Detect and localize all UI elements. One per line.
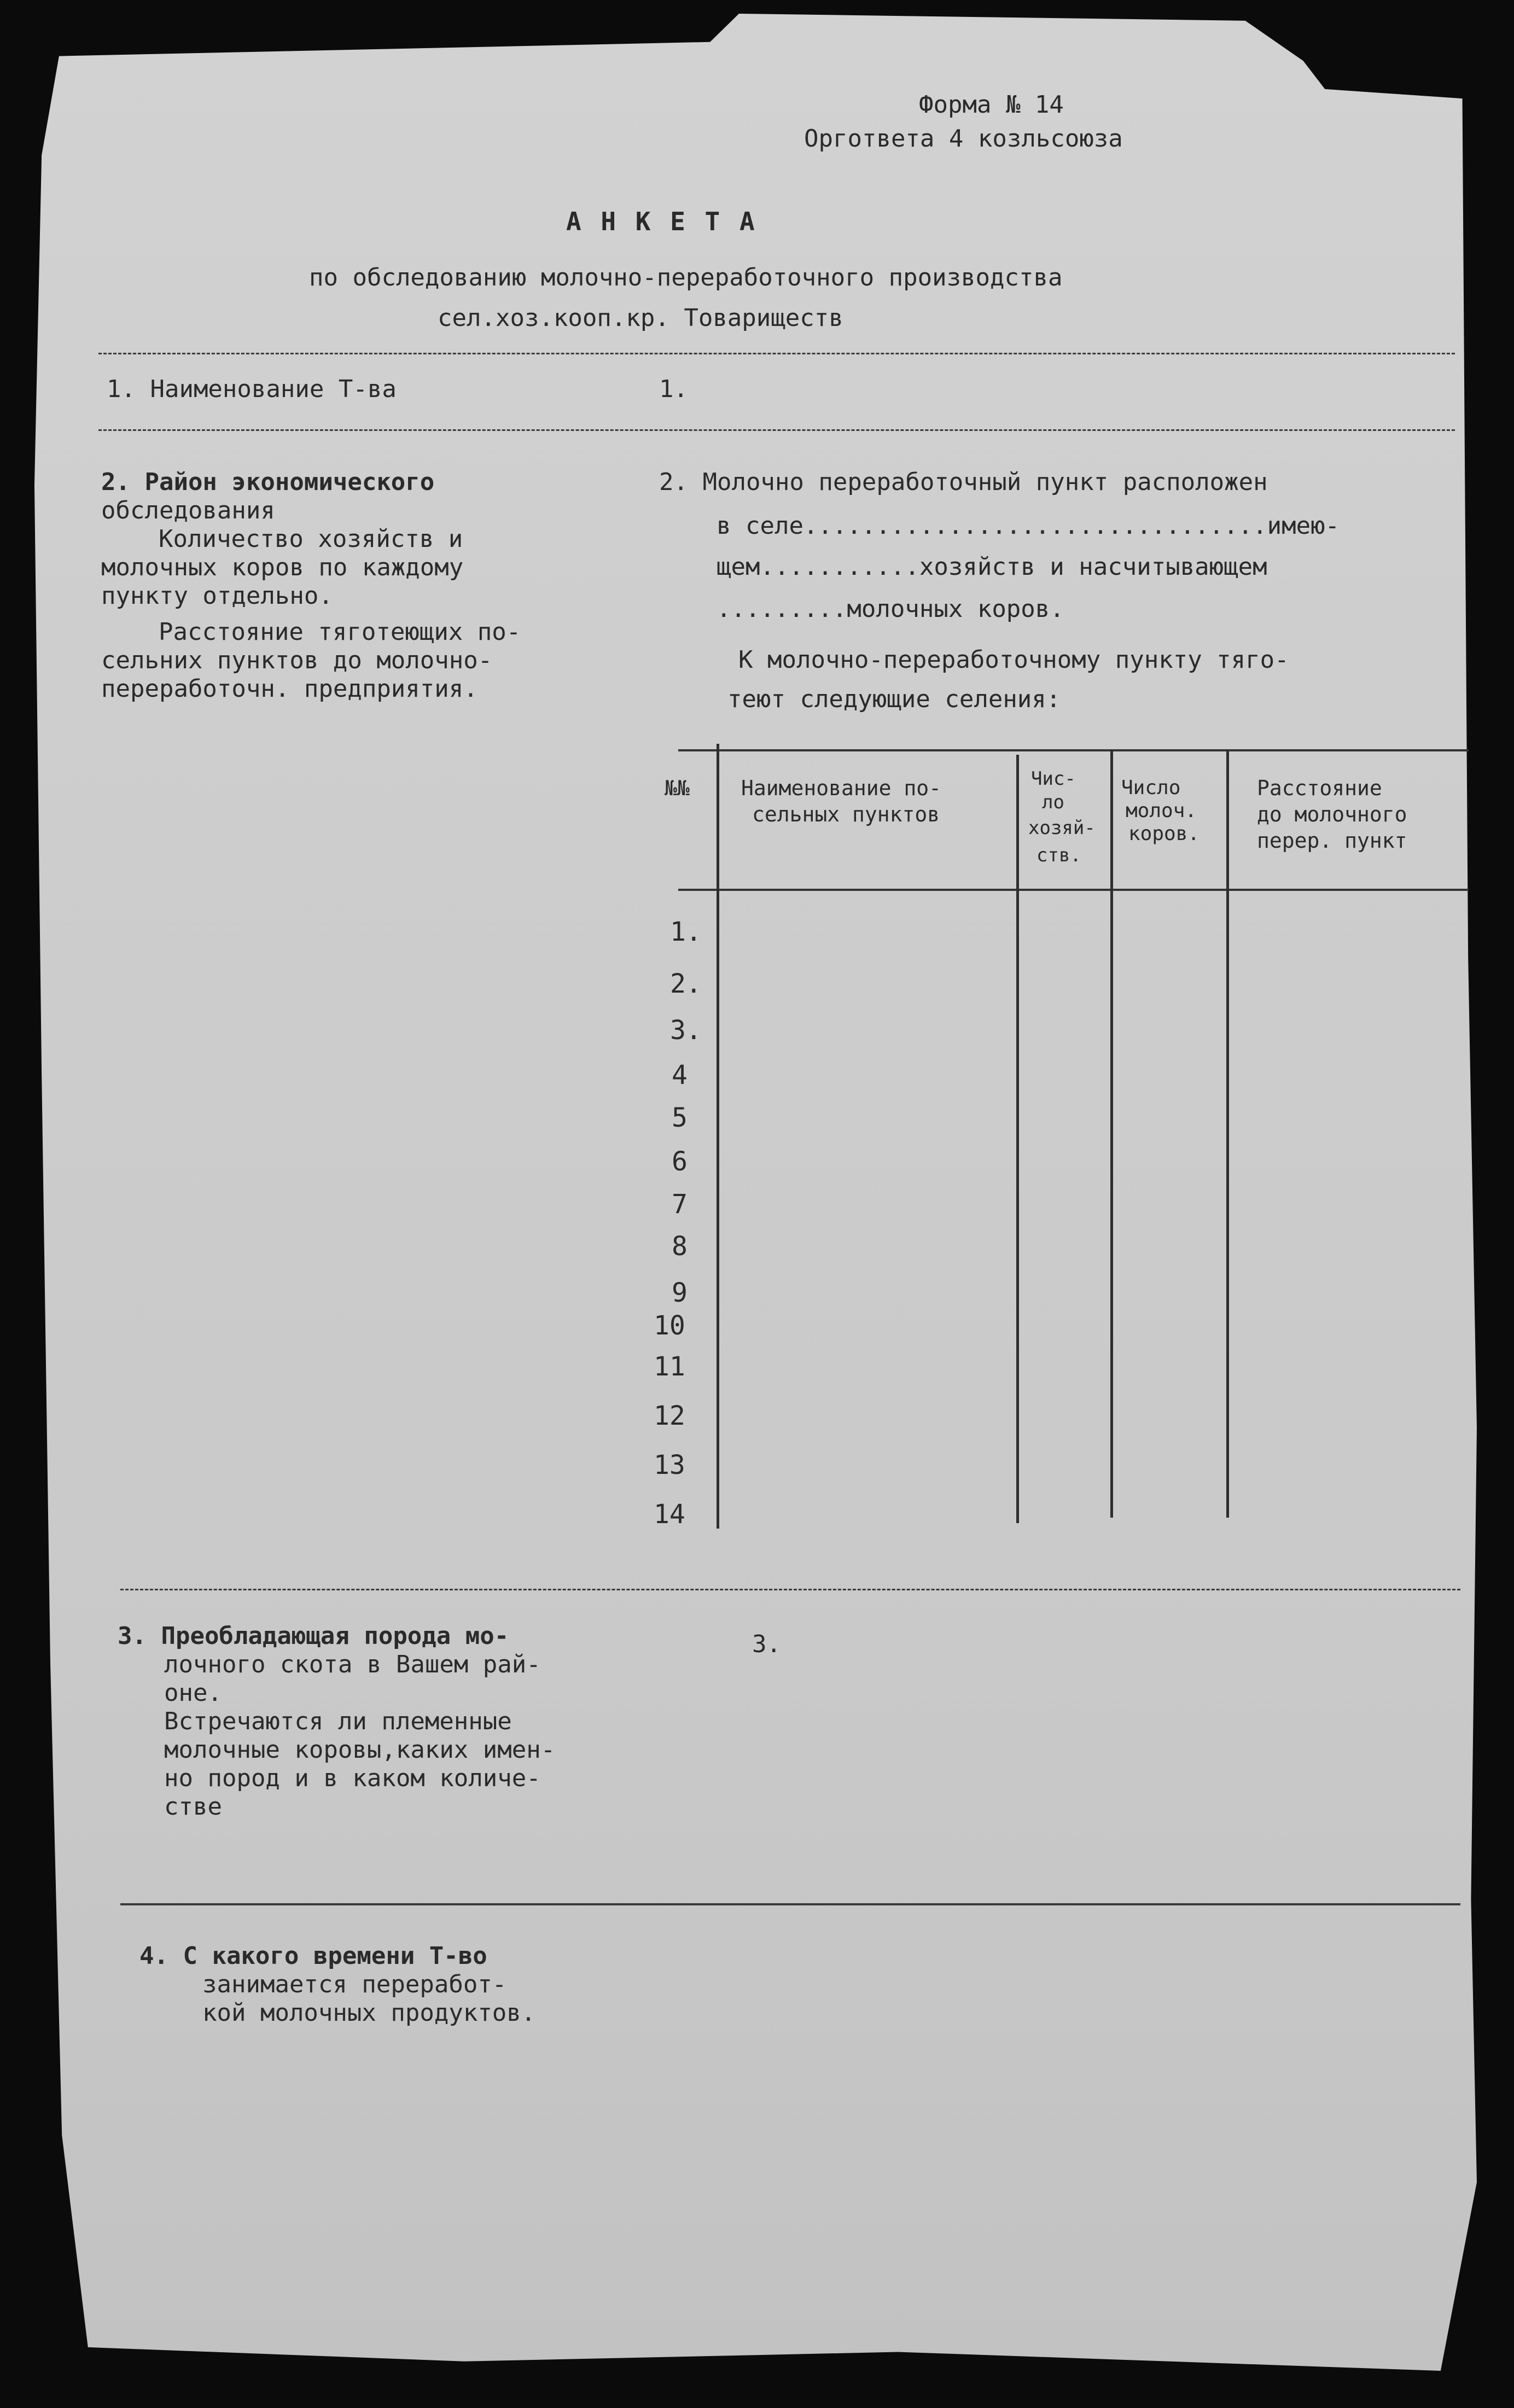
q1-answer: 1.	[659, 375, 688, 403]
table-header-border	[678, 889, 1469, 891]
col-header-distance: перер. пункт	[1257, 829, 1407, 853]
department-line: Оргответа 4 козльсоюза	[804, 125, 1123, 153]
col-header-distance: Расстояние	[1257, 776, 1382, 800]
table-row-number: 11	[654, 1351, 685, 1382]
q3-text-line: стве	[164, 1793, 222, 1821]
q2-text-line: переработочн. предприятия.	[101, 675, 478, 703]
q2-text-line: пункту отдельно.	[101, 582, 333, 610]
q4-text-line: занимается переработ-	[202, 1970, 507, 1998]
form-title: А Н К Е Т А	[566, 207, 757, 236]
q3-text-line: Встречаются ли племенные	[164, 1707, 512, 1735]
col-header-cows: молоч.	[1126, 800, 1197, 822]
table-row-number: 4	[672, 1060, 688, 1091]
q2-text-line: обследования	[101, 497, 275, 524]
q3-text-line: но пород и в каком количе-	[164, 1764, 541, 1792]
table-row-number: 13	[654, 1450, 685, 1480]
table-row-number: 6	[672, 1146, 688, 1177]
col-header-households: ств.	[1036, 844, 1081, 866]
divider-line	[120, 1589, 1460, 1590]
q2-answer-line: К молочно-переработочному пункту тяго-	[738, 646, 1289, 674]
q2-text-line: сельних пунктов до молочно-	[101, 646, 493, 674]
q3-text-line: лочного скота в Вашем рай-	[164, 1651, 541, 1678]
q2-answer-line: щем...........хозяйств и насчитывающем	[717, 553, 1267, 581]
table-row-number: 5	[672, 1103, 688, 1133]
col-header-cows: коров.	[1128, 823, 1200, 845]
divider-line	[98, 353, 1455, 354]
table-column-divider	[1226, 749, 1229, 1518]
form-subtitle-2: сел.хоз.кооп.кр. Товариществ	[438, 304, 843, 332]
table-row-number: 2.	[670, 969, 702, 999]
col-header-households: Чис-	[1031, 768, 1076, 790]
col-header-households: хозяй-	[1028, 817, 1096, 839]
col-header-cows: Число	[1121, 777, 1181, 799]
q1-label: 1. Наименование Т-ва	[107, 375, 397, 403]
divider-line	[98, 429, 1455, 431]
table-column-divider	[1110, 749, 1113, 1518]
table-column-divider	[717, 744, 719, 1529]
q2-text-line: Количество хозяйств и	[159, 525, 463, 553]
table-row-number: 7	[672, 1189, 688, 1220]
table-row-number: 10	[654, 1310, 685, 1341]
col-header-distance: до молочного	[1257, 802, 1407, 826]
q2-answer-line: в селе................................имею-	[717, 512, 1340, 540]
q4-label: 4. С какого времени Т-во	[139, 1942, 487, 1970]
q2-label: 2. Район экономического	[101, 468, 435, 496]
table-top-border	[678, 749, 1469, 751]
table-row-number: 14	[654, 1499, 685, 1530]
q2-answer-line: теют следующие селения:	[727, 685, 1061, 713]
col-header-households: ло	[1042, 791, 1064, 813]
q4-text-line: кой молочных продуктов.	[202, 1999, 536, 2027]
table-row-number: 8	[672, 1231, 688, 1262]
col-header-name: сельных пунктов	[752, 802, 940, 826]
q2-text-line: Расстояние тяготеющих по-	[159, 618, 521, 646]
q3-answer: 3.	[752, 1630, 781, 1658]
table-row-number: 1.	[670, 917, 702, 947]
table-row-number: 3.	[670, 1015, 702, 1046]
col-header-name: Наименование по-	[741, 776, 942, 800]
divider-line	[120, 1903, 1460, 1905]
q3-text-line: оне.	[164, 1679, 222, 1707]
q3-text-line: молочные коровы,каких имен-	[164, 1736, 556, 1764]
table-row-number: 12	[654, 1401, 685, 1431]
form-number: Форма № 14	[919, 91, 1064, 119]
q2-text-line: молочных коров по каждому	[101, 553, 464, 581]
q2-answer-line: .........молочных коров.	[717, 595, 1064, 623]
table-column-divider	[1016, 755, 1019, 1523]
col-header-number: №№	[665, 776, 690, 800]
q3-label: 3. Преобладающая порода мо-	[118, 1622, 509, 1650]
q2-answer-line: 2. Молочно переработочный пункт расположен	[659, 468, 1268, 496]
form-subtitle-1: по обследованию молочно-переработочного производства	[309, 264, 1063, 291]
table-row-number: 9	[672, 1278, 688, 1308]
